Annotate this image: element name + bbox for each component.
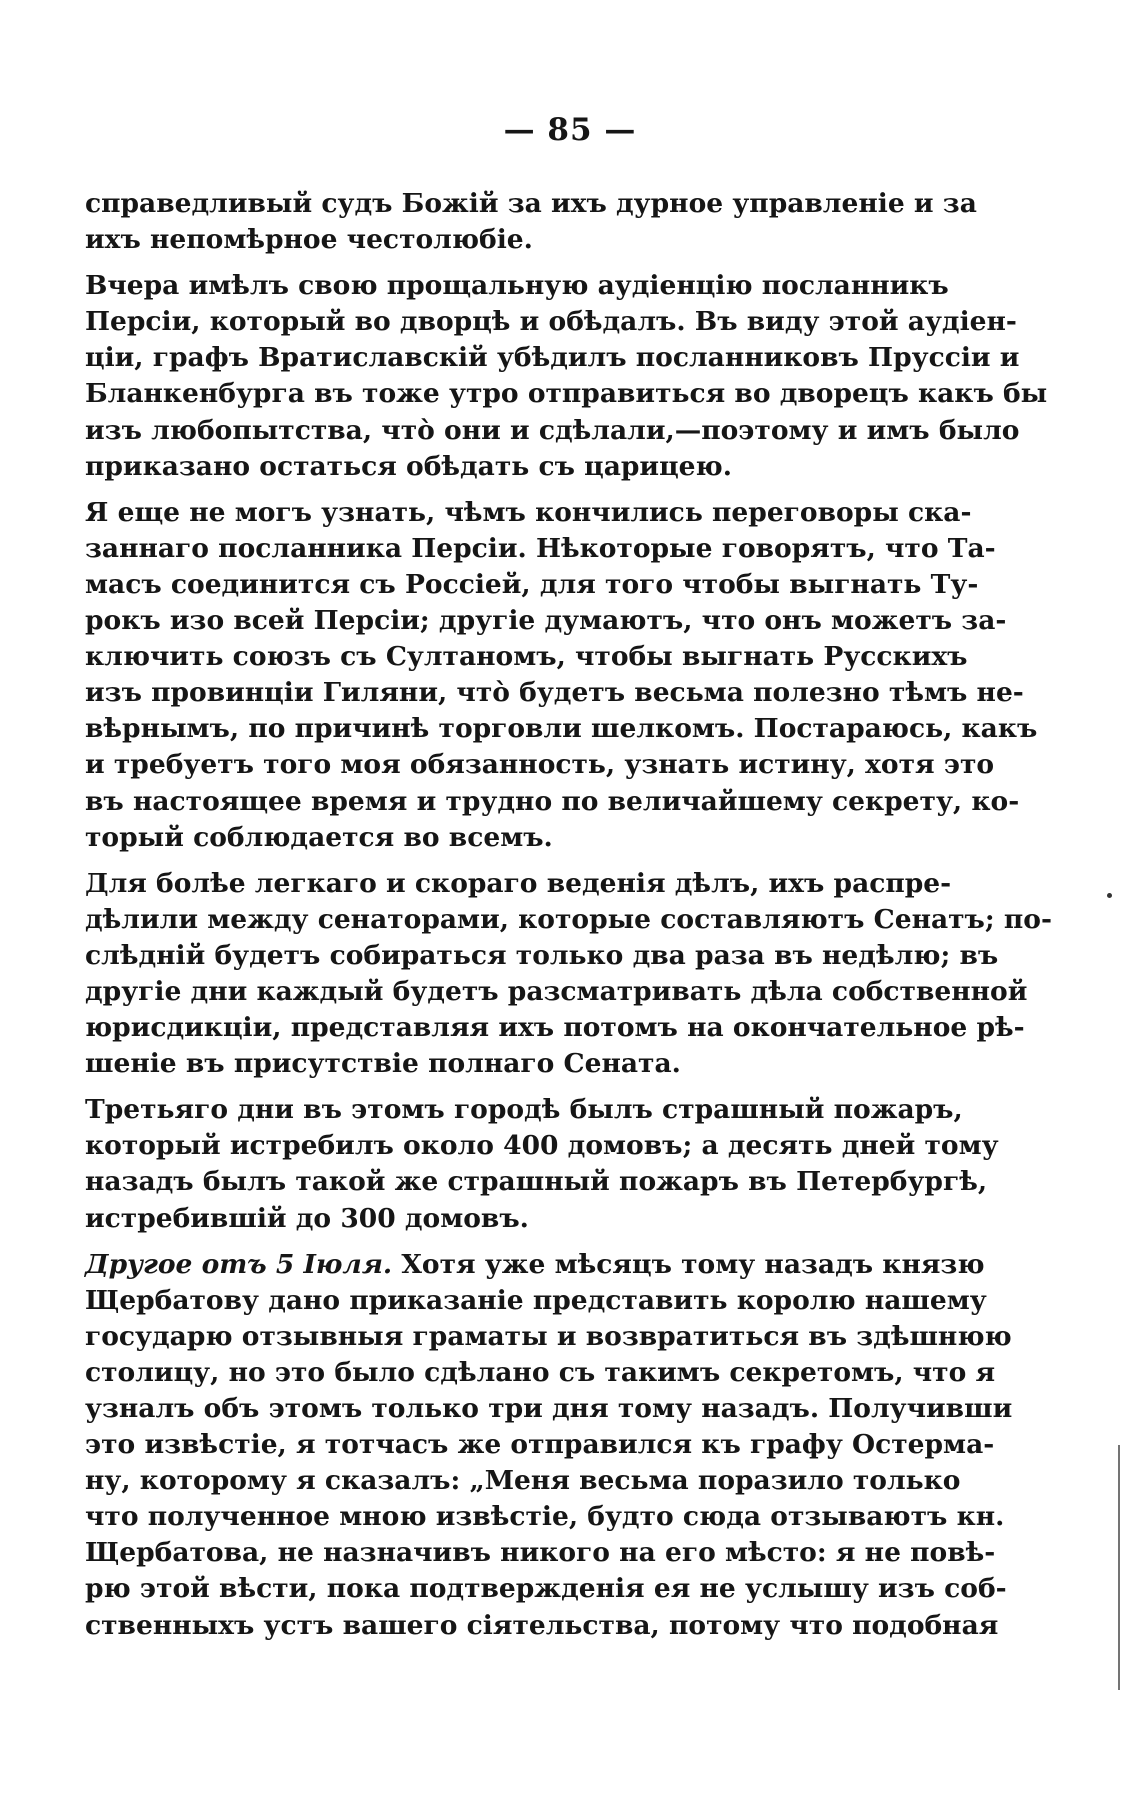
- paragraph-4: [57, 866, 1052, 1083]
- text-line: изъ провинціи Гиляни, чтò будетъ весьма полезно тѣмъ не-: [85, 677, 1024, 709]
- text-line: дѣлили между сенаторами, которые составляютъ Сенатъ; по-: [85, 903, 1052, 935]
- text-line: Щербатову дано приказаніе представить королю нашему: [85, 1284, 987, 1316]
- margin-rule: [1118, 1445, 1120, 1690]
- page-number: — 85 —: [503, 112, 637, 148]
- text-line: въ настоящее время и трудно по величайшему секрету, ко-: [85, 785, 1020, 817]
- text-line: Бланкенбурга въ тоже утро отправиться во дворецъ какъ бы: [85, 378, 1048, 410]
- text-line: ключить союзъ съ Султаномъ, чтобы выгнать Русскихъ: [85, 641, 968, 673]
- text-line: и требуетъ того моя обязанность, узнать истину, хотя это: [85, 749, 995, 781]
- paragraph-1: [57, 186, 977, 258]
- text-line: изъ любопытства, чтò они и сдѣлали,—поэтому и имъ было: [85, 414, 1020, 446]
- text-line: торый соблюдается во всемъ.: [85, 821, 553, 853]
- text-line: рокъ изо всей Персіи; другіе думаютъ, что онъ можетъ за-: [85, 605, 1007, 637]
- text-line: Для болѣе легкаго и скораго веденія дѣлъ, ихъ распре-: [85, 867, 952, 899]
- text-line: назадъ былъ такой же страшный пожаръ въ Петербургѣ,: [85, 1166, 988, 1198]
- text-line: заннаго посланника Персіи. Нѣкоторые говорятъ, что Та-: [85, 532, 996, 564]
- text-line: [57, 1247, 985, 1283]
- margin-speck: [1107, 893, 1112, 898]
- body-text: [57, 186, 1052, 1644]
- letter-heading: Другое отъ 5 Іюля.: [85, 1248, 393, 1280]
- text-line: Щербатова, не назначивъ никого на его мѣсто: я не повѣ-: [85, 1537, 996, 1569]
- paragraph-6: [57, 1247, 1013, 1644]
- text-line: Третьяго дни въ этомъ городѣ былъ страшный пожаръ,: [85, 1094, 963, 1126]
- text-line: масъ соединится съ Россіей, для того чтобы выгнать Ту-: [85, 568, 979, 600]
- text-line: что полученное мною извѣстіе, будто сюда отзываютъ кн.: [85, 1501, 1005, 1533]
- paragraph-5: [57, 1092, 999, 1236]
- text-line: Я еще не могъ узнать, чѣмъ кончились переговоры ска-: [85, 496, 972, 528]
- text-line: справедливый судъ Божій за ихъ дурное управленіе и за: [85, 188, 977, 219]
- text-line: это извѣстіе, я тотчасъ же отправился къ графу Остерма-: [85, 1429, 995, 1461]
- text-line: вѣрнымъ, по причинѣ торговли шелкомъ. Постараюсь, какъ: [85, 713, 1038, 745]
- text-line: ственныхъ устъ вашего сіятельства, потому что подобная: [85, 1609, 999, 1641]
- text-line: истребившій до 300 домовъ.: [85, 1202, 529, 1234]
- text-line: узналъ объ этомъ только три дня тому назадъ. Получивши: [85, 1393, 1013, 1424]
- text-line: Персіи, который во дворцѣ и обѣдалъ. Въ виду этой аудіен-: [85, 306, 1017, 338]
- text-line: слѣдній будетъ собираться только два раза въ недѣлю; въ: [85, 939, 999, 971]
- letter-opening: Хотя уже мѣсяцъ тому назадъ князю: [392, 1248, 985, 1280]
- text-line: ціи, графъ Вратиславскій убѣдилъ посланниковъ Пруссіи и: [85, 342, 1020, 374]
- text-line: шеніе въ присутствіе полнаго Сената.: [85, 1048, 681, 1080]
- text-line: который истребилъ около 400 домовъ; а десять дней тому: [85, 1130, 999, 1162]
- text-line: ихъ непомѣрное честолюбіе.: [85, 224, 533, 256]
- text-line: ну, которому я сказалъ: „Меня весьма поразило только: [85, 1465, 961, 1497]
- text-line: рю этой вѣсти, пока подтвержденія ея не услышу изъ соб-: [85, 1573, 1007, 1605]
- text-line: приказано остаться обѣдать съ царицею.: [85, 450, 732, 482]
- text-line: государю отзывныя граматы и возвратиться въ здѣшнюю: [85, 1320, 1012, 1352]
- text-line: Вчера имѣлъ свою прощальную аудіенцію посланникъ: [85, 270, 949, 302]
- text-line: другіе дни каждый будетъ разсматривать дѣла собственной: [85, 975, 1028, 1007]
- paragraph-3: [57, 495, 1038, 856]
- paragraph-2: [57, 268, 1048, 485]
- text-line: юрисдикціи, представляя ихъ потомъ на окончательное рѣ-: [85, 1012, 1025, 1044]
- text-line: столицу, но это было сдѣлано съ такимъ секретомъ, что я: [85, 1356, 996, 1388]
